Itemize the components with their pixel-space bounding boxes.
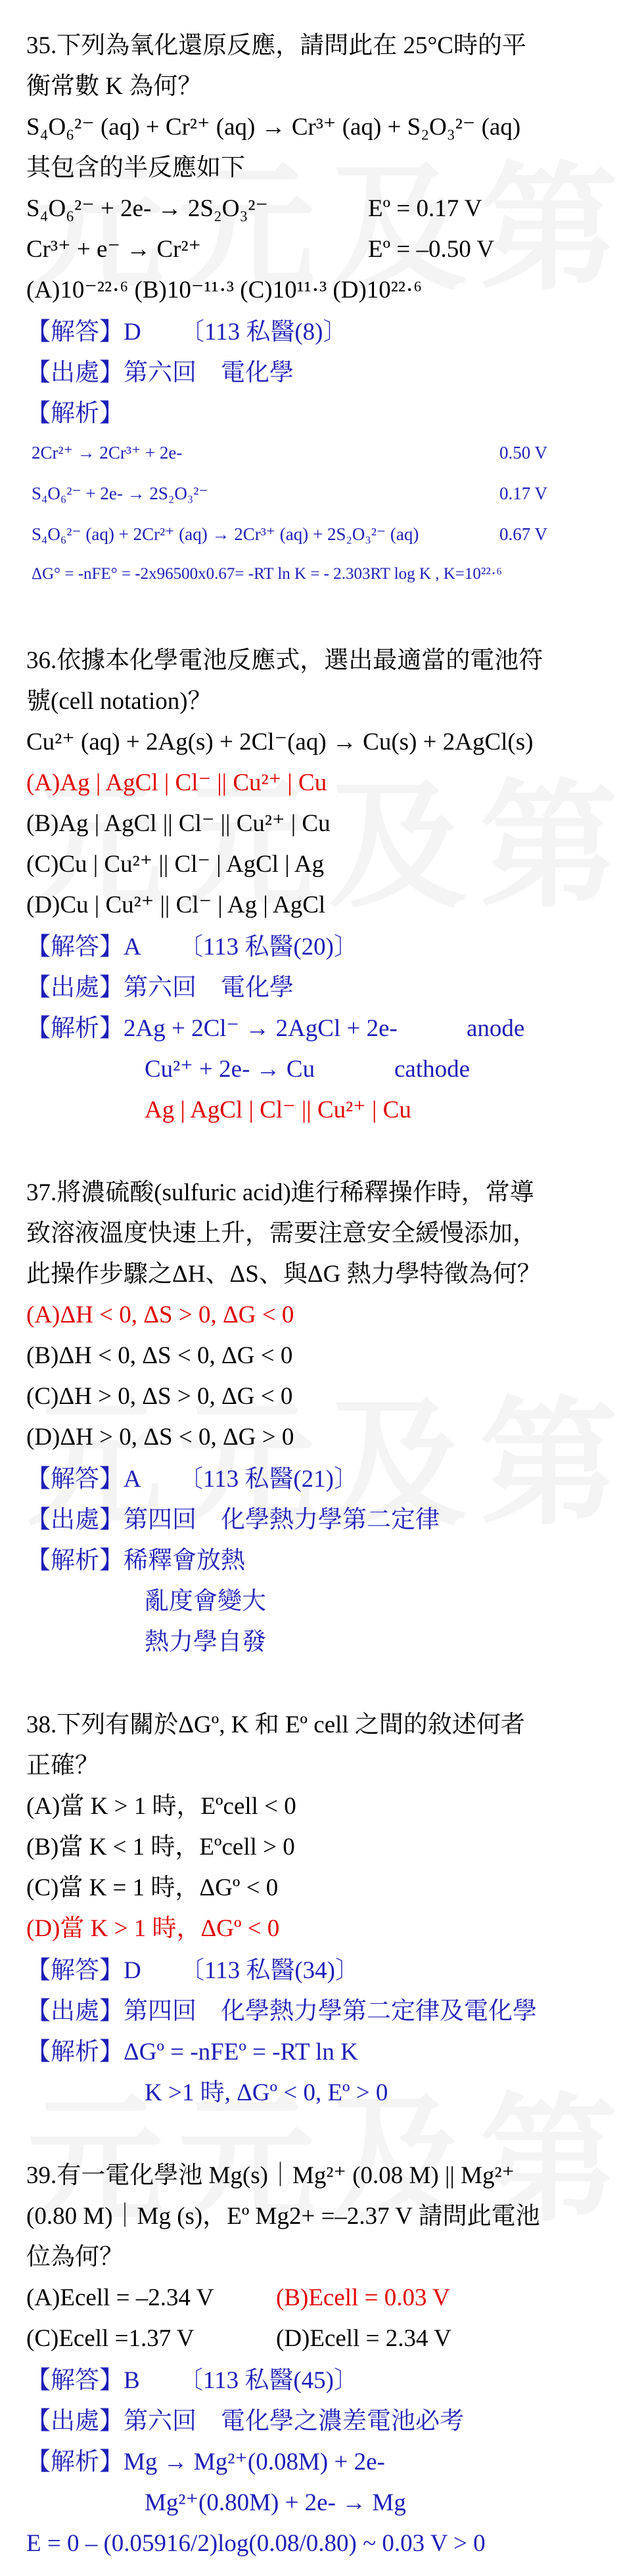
half-reaction-potential: Eº = 0.17 V xyxy=(368,195,482,222)
analysis-tag: cathode xyxy=(394,1056,471,1083)
analysis-label: 【解析】 xyxy=(26,2449,124,2475)
answer-row xyxy=(26,1465,358,1494)
option-d-correct: (D)當 K > 1 時，ΔGº < 0 xyxy=(26,1915,280,1942)
analysis-line: Mg²⁺(0.80M) + 2e- → Mg xyxy=(145,2489,406,2516)
question-stem: 衡常數 K 為何？ xyxy=(26,73,202,100)
analysis-row xyxy=(26,2448,385,2477)
question-stem: 位為何？ xyxy=(26,2244,124,2271)
option-c: (C)當 K = 1 時，ΔGº < 0 xyxy=(26,1874,279,1901)
analysis-line: Ag | AgCl | Cl⁻ || Cu²⁺ | Cu xyxy=(145,1096,411,1123)
answer-value: D xyxy=(124,319,141,346)
analysis-row xyxy=(26,1014,398,1043)
analysis-line: 熱力學自發 xyxy=(145,1629,266,1656)
option-c: (C)Cu | Cu²⁺ || Cl⁻ | AgCl | Ag xyxy=(26,851,325,878)
option-b-correct: (B)Ecell = 0.03 V xyxy=(276,2284,450,2311)
half-reaction xyxy=(26,194,268,223)
analysis-line: K >1 時, ΔGº < 0, Eº > 0 xyxy=(145,2079,388,2106)
analysis-row xyxy=(26,1547,245,1575)
source-label: 【出處】 xyxy=(26,1506,124,1533)
answer-value: A xyxy=(124,934,140,960)
half-reaction-intro: 其包含的半反應如下 xyxy=(26,154,245,181)
analysis-line: 稀釋會放熱 xyxy=(124,1547,245,1574)
source-label: 【出處】 xyxy=(26,2408,124,2435)
answer-row xyxy=(26,2366,358,2395)
question-stem: 39.有一電化學池 Mg(s)｜Mg²⁺ (0.08 M) || Mg²⁺ xyxy=(26,2162,515,2189)
answer-label: 【解答】 xyxy=(26,319,124,346)
answer-reference: 〔113 私醫(34)〕 xyxy=(179,1957,360,1984)
answer-value: B xyxy=(124,2367,140,2394)
option-a-correct: (A)ΔH < 0, ΔS > 0, ΔG < 0 xyxy=(26,1301,294,1328)
question-stem: 此操作步驟之ΔH、ΔS、與ΔG 熱力學特徵為何？ xyxy=(26,1261,541,1288)
source-label: 【出處】 xyxy=(26,359,124,386)
source-value: 第六回 電化學 xyxy=(124,974,294,1001)
answer-label: 【解答】 xyxy=(26,1957,124,1984)
half-reaction xyxy=(26,235,201,264)
analysis-value: 0.17 V xyxy=(499,484,548,503)
reaction-equation: S₄O₆²⁻ (aq) + Cr²⁺ (aq) → Cr³⁺ (aq) + S₂O₃²⁻ (aq) xyxy=(26,114,521,141)
analysis-line: 2Cr²⁺ → 2Cr³⁺ + 2e- xyxy=(32,443,183,463)
option-b: (B)Ag | AgCl || Cl⁻ || Cu²⁺ | Cu xyxy=(26,810,331,837)
question-stem: 號(cell notation)？ xyxy=(26,688,212,715)
analysis-row xyxy=(26,399,124,428)
answer-reference: 〔113 私醫(21)〕 xyxy=(178,1466,358,1493)
option-c: (C)Ecell =1.37 V xyxy=(26,2325,195,2352)
analysis-line: Cu²⁺ + 2e- → Cu xyxy=(145,1056,315,1083)
analysis-line: S₄O₆²⁻ + 2e- → 2S₂O₃²⁻ xyxy=(32,484,208,503)
answer-label: 【解答】 xyxy=(26,1466,124,1493)
option-c: (C)ΔH > 0, ΔS > 0, ΔG < 0 xyxy=(26,1383,293,1410)
analysis-label: 【解析】 xyxy=(26,1015,124,1042)
answer-row xyxy=(26,318,348,347)
analysis-line: 亂度會變大 xyxy=(145,1588,266,1615)
source-row xyxy=(26,2407,464,2436)
source-row xyxy=(26,359,294,388)
analysis-line: Mg → Mg²⁺(0.08M) + 2e- xyxy=(124,2449,385,2475)
question-stem: 致溶液溫度快速上升，需要注意安全緩慢添加， xyxy=(26,1220,537,1247)
answer-label: 【解答】 xyxy=(26,934,124,960)
analysis-line: ΔGº = -nFEº = -RT ln K xyxy=(124,2039,358,2066)
question-stem: (0.80 M)｜Mg (s)，Eº Mg2+ =–2.37 V 請問此電池 xyxy=(26,2203,540,2230)
option-a-correct: (A)Ag | AgCl | Cl⁻ || Cu²⁺ | Cu xyxy=(26,769,327,796)
source-label: 【出處】 xyxy=(26,1998,124,2025)
answer-value: D xyxy=(124,1957,141,1984)
option-d: (D)Ecell = 2.34 V xyxy=(276,2325,451,2352)
analysis-line: ΔG° = -nFE° = -2x96500x0.67= -RT ln K = - 2.303RT log K , K=10²²·⁶ xyxy=(32,565,502,583)
source-value: 第六回 電化學 xyxy=(124,359,294,386)
question-stem: 38.下列有關於ΔGº, K 和 Eº cell 之間的敘述何者 xyxy=(26,1711,525,1738)
half-reaction-equation: S₄O₆²⁻ + 2e- → 2S₂O₃²⁻ xyxy=(26,195,269,222)
option-b: (B)ΔH < 0, ΔS < 0, ΔG < 0 xyxy=(26,1342,293,1369)
question-stem: 35.下列為氧化還原反應，請問此在 25°C時的平 xyxy=(26,32,526,59)
options: (A)10⁻²²·⁶ (B)10⁻¹¹·³ (C)10¹¹·³ (D)10²²·⁶ xyxy=(26,277,423,304)
source-value: 第四回 化學熱力學第二定律及電化學 xyxy=(124,1998,537,2025)
source-row xyxy=(26,1997,537,2026)
option-d: (D)ΔH > 0, ΔS < 0, ΔG > 0 xyxy=(26,1424,294,1451)
source-value: 第四回 化學熱力學第二定律 xyxy=(124,1506,440,1533)
analysis-line: E = 0 – (0.05916/2)log(0.08/0.80) ~ 0.03 V > 0 xyxy=(26,2530,486,2557)
half-reaction-potential: Eº = –0.50 V xyxy=(368,236,494,263)
question-stem: 正確？ xyxy=(26,1752,99,1779)
answer-reference: 〔113 私醫(45)〕 xyxy=(178,2367,358,2394)
analysis-row xyxy=(26,2038,358,2067)
answer-value: A xyxy=(124,1466,140,1493)
option-d: (D)Cu | Cu²⁺ || Cl⁻ | Ag | AgCl xyxy=(26,892,326,918)
source-row xyxy=(26,1506,440,1535)
answer-label: 【解答】 xyxy=(26,2367,124,2394)
answer-row xyxy=(26,933,358,962)
analysis-label: 【解析】 xyxy=(26,400,124,427)
analysis-line: S₄O₆²⁻ (aq) + 2Cr²⁺ (aq) → 2Cr³⁺ (aq) + 2S₂O₃²⁻ (aq) xyxy=(32,524,419,544)
answer-reference: 〔113 私醫(8)〕 xyxy=(179,319,348,346)
answer-reference: 〔113 私醫(20)〕 xyxy=(178,934,358,960)
analysis-label: 【解析】 xyxy=(26,2039,124,2066)
question-stem: 37.將濃硫酸(sulfuric acid)進行稀釋操作時，常導 xyxy=(26,1179,534,1206)
source-label: 【出處】 xyxy=(26,974,124,1001)
answer-row xyxy=(26,1956,359,1985)
analysis-value: 0.50 V xyxy=(499,443,548,463)
analysis-label: 【解析】 xyxy=(26,1547,124,1574)
source-row xyxy=(26,974,294,1003)
option-b: (B)當 K < 1 時，Eºcell > 0 xyxy=(26,1834,295,1861)
analysis-line: 2Ag + 2Cl⁻ → 2AgCl + 2e- xyxy=(124,1015,398,1042)
option-a: (A)Ecell = –2.34 V xyxy=(26,2284,214,2311)
analysis-tag: anode xyxy=(467,1015,525,1042)
half-reaction-equation: Cr³⁺ + e⁻ → Cr²⁺ xyxy=(26,236,202,263)
option-a: (A)當 K > 1 時，Eºcell < 0 xyxy=(26,1793,296,1820)
source-value: 第六回 電化學之濃差電池必考 xyxy=(124,2408,464,2435)
analysis-value: 0.67 V xyxy=(499,524,548,544)
question-stem: 36.依據本化學電池反應式，選出最適當的電池符 xyxy=(26,647,543,674)
reaction-equation: Cu²⁺ (aq) + 2Ag(s) + 2Cl⁻(aq) → Cu(s) + 2AgCl(s) xyxy=(26,729,534,756)
